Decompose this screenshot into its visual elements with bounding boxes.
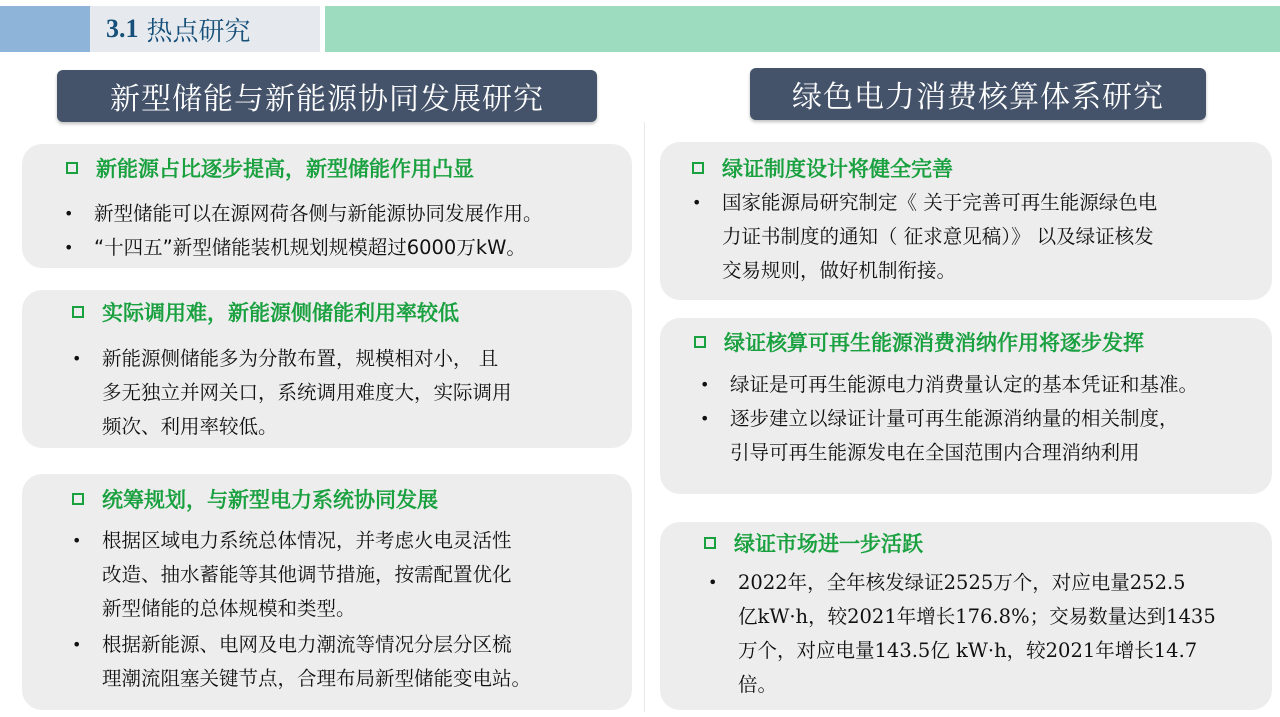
list-item: • “十四五”新型储能装机规划规模超过6000万kW。 bbox=[64, 231, 526, 265]
hollow-square-icon bbox=[704, 537, 716, 549]
section-title-text: 热点研究 bbox=[146, 16, 251, 47]
bullet-icon: • bbox=[72, 635, 82, 654]
right-card-2-heading bbox=[694, 327, 1144, 357]
hollow-square-icon bbox=[72, 306, 84, 318]
bullet-icon: • bbox=[72, 531, 82, 550]
right-column-title: 绿色电力消费核算体系研究 bbox=[750, 68, 1206, 120]
left-column-title: 新型储能与新能源协同发展研究 bbox=[57, 70, 597, 122]
section-number: 3.1 bbox=[106, 14, 139, 43]
bullet-icon: • bbox=[64, 204, 74, 223]
bullet-icon: • bbox=[700, 375, 710, 394]
right-card-1-heading bbox=[692, 153, 953, 183]
list-item: • 新型储能可以在源网荷各侧与新能源协同发展作用。 bbox=[64, 197, 543, 231]
hollow-square-icon bbox=[72, 493, 84, 505]
column-divider bbox=[644, 122, 645, 712]
right-card-3-heading bbox=[704, 528, 923, 558]
list-item: • 2022年，全年核发绿证2525万个，对应电量252.5 亿kW·h，较2021年增长176.8%；交易数量达到1435 万个，对应电量143.5亿 kW·h，较2021年增长14.7 倍。 bbox=[708, 566, 1216, 702]
left-card-2-heading bbox=[72, 297, 459, 327]
bullet-icon: • bbox=[700, 409, 710, 428]
list-item: • 国家能源局研究制定《 关于完善可再生能源绿色电 力证书制度的通知（ 征求意见稿）》 以及绿证核发 交易规则，做好机制衔接。 bbox=[692, 186, 1157, 288]
list-item: • 逐步建立以绿证计量可再生能源消纳量的相关制度， 引导可再生能源发电在全国范围内合理消纳利用 bbox=[700, 402, 1179, 470]
section-title bbox=[90, 6, 320, 52]
header-accent-block bbox=[0, 6, 90, 52]
bullet-icon: • bbox=[72, 349, 82, 368]
list-item: • 新能源侧储能多为分散布置，规模相对小， 且 多无独立并网关口，系统调用难度大，实际调用 频次、利用率较低。 bbox=[72, 342, 512, 444]
header-accent-bar bbox=[325, 6, 1280, 52]
heading-text: 绿证制度设计将健全完善 bbox=[722, 157, 953, 181]
heading-text: 绿证市场进一步活跃 bbox=[734, 532, 923, 556]
left-card-3-heading bbox=[72, 484, 438, 514]
hollow-square-icon bbox=[694, 336, 706, 348]
hollow-square-icon bbox=[66, 162, 78, 174]
list-item: • 根据区域电力系统总体情况，并考虑火电灵活性 改造、抽水蓄能等其他调节措施，按需配置优化 新型储能的总体规模和类型。 bbox=[72, 524, 512, 626]
hollow-square-icon bbox=[692, 162, 704, 174]
heading-text: 新能源占比逐步提高，新型储能作用凸显 bbox=[96, 157, 474, 181]
heading-text: 统筹规划，与新型电力系统协同发展 bbox=[102, 488, 438, 512]
bullet-icon: • bbox=[692, 193, 702, 212]
list-item: • 绿证是可再生能源电力消费量认定的基本凭证和基准。 bbox=[700, 368, 1198, 402]
left-card-1-heading bbox=[66, 153, 474, 183]
heading-text: 实际调用难，新能源侧储能利用率较低 bbox=[102, 301, 459, 325]
heading-text: 绿证核算可再生能源消费消纳作用将逐步发挥 bbox=[724, 331, 1144, 355]
bullet-icon: • bbox=[708, 573, 718, 592]
bullet-icon: • bbox=[64, 238, 74, 257]
list-item: • 根据新能源、电网及电力潮流等情况分层分区梳 理潮流阻塞关键节点，合理布局新型储能变电站。 bbox=[72, 628, 531, 696]
